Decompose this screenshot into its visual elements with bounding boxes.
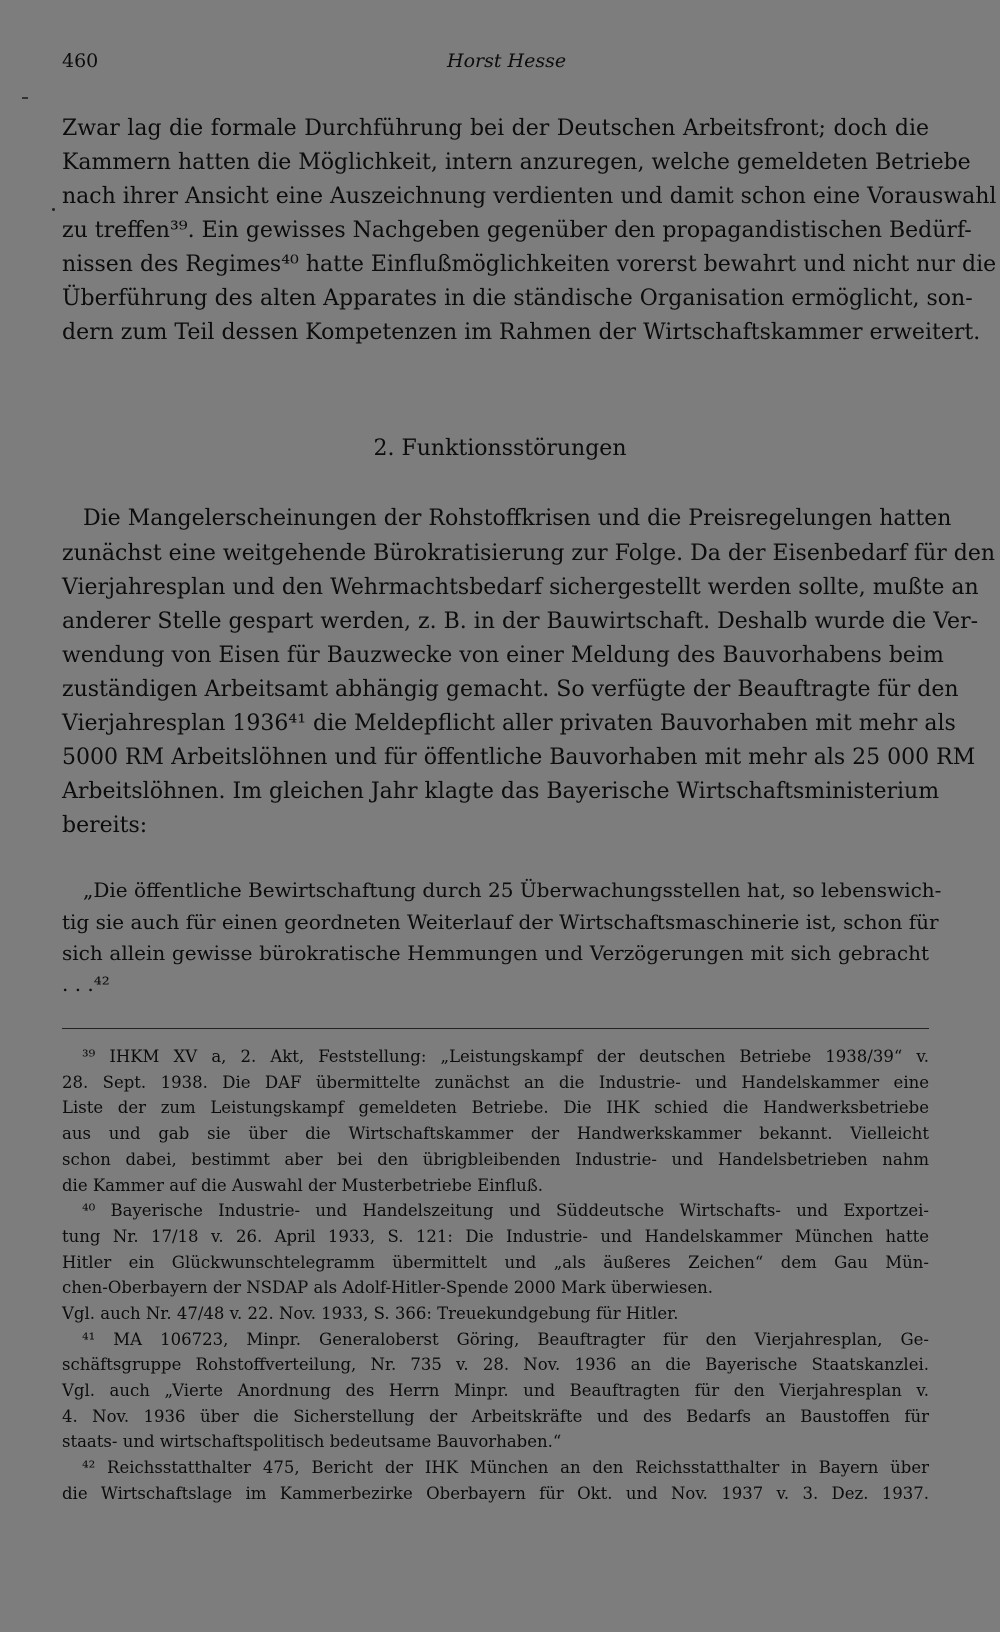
footnote-separator <box>62 1028 929 1029</box>
footnote-line: ⁴¹ MA 106723, Minpr. Generaloberst Göring, Beauftragter für den Vierjahresplan, Ge- <box>82 1330 929 1349</box>
footnote-line: tung Nr. 17/18 v. 26. April 1933, S. 121: Die Industrie- und Handelskammer München hatte <box>62 1227 929 1246</box>
footnote-line: ⁴² Reichsstatthalter 475, Bericht der IHK München an den Reichsstatthalter in Bayern über <box>82 1458 929 1477</box>
quote-line: „Die öffentliche Bewirtschaftung durch 25 Überwachungsstellen hat, so lebenswich- <box>83 878 942 902</box>
section-heading: 2. Funktionsstörungen <box>373 436 627 461</box>
body-line: 5000 RM Arbeitslöhnen und für öffentliche Bauvorhaben mit mehr als 25 000 RM <box>62 745 976 770</box>
footnote-line: die Kammer auf die Auswahl der Musterbetriebe Einfluß. <box>62 1176 544 1195</box>
page-number: 460 <box>62 50 99 72</box>
body-line: nissen des Regimes⁴⁰ hatte Einflußmöglichkeiten vorerst bewahrt und nicht nur die <box>62 252 997 277</box>
quote-line: . . .⁴² <box>62 972 110 996</box>
body-line: wendung von Eisen für Bauzwecke von einer Meldung des Bauvorhabens beim <box>62 643 944 668</box>
footnote-line: 4. Nov. 1936 über die Sicherstellung der Arbeitskräfte und des Bedarfs an Baustoffen für <box>62 1407 929 1426</box>
body-line: Kammern hatten die Möglichkeit, intern anzuregen, welche gemeldeten Betriebe <box>62 150 971 175</box>
body-line: zunächst eine weitgehende Bürokratisierung zur Folge. Da der Eisenbedarf für den <box>62 541 996 566</box>
footnote-line: schäftsgruppe Rohstoffverteilung, Nr. 735 v. 28. Nov. 1936 an die Bayerische Staatskanzlei. <box>62 1355 929 1374</box>
scan-artifact-mark <box>22 97 28 99</box>
footnote-line: Vgl. auch „Vierte Anordnung des Herrn Minpr. und Beauftragten für den Vierjahresplan v. <box>62 1381 929 1400</box>
footnote-line: staats- und wirtschaftspolitisch bedeutsame Bauvorhaben.“ <box>62 1432 562 1451</box>
footnote-line: Hitler ein Glückwunschtelegramm übermittelt und „als äußeres Zeichen“ dem Gau Mün- <box>62 1253 929 1272</box>
body-line: nach ihrer Ansicht eine Auszeichnung verdienten und damit schon eine Vorauswahl <box>62 184 997 209</box>
body-line: anderer Stelle gespart werden, z. B. in der Bauwirtschaft. Deshalb wurde die Ver- <box>62 609 979 634</box>
body-line: Vierjahresplan 1936⁴¹ die Meldepflicht aller privaten Bauvorhaben mit mehr als <box>62 711 956 736</box>
body-line: dern zum Teil dessen Kompetenzen im Rahmen der Wirtschaftskammer erweitert. <box>62 320 981 345</box>
footnote-line: aus und gab sie über die Wirtschaftskammer der Handwerkskammer bekannt. Vielleicht <box>62 1124 929 1143</box>
footnote-line: schon dabei, bestimmt aber bei den übrigbleibenden Industrie- und Handelsbetrieben nahm <box>62 1150 929 1169</box>
body-line: Überführung des alten Apparates in die ständische Organisation ermöglicht, son- <box>62 286 973 311</box>
body-line: Arbeitslöhnen. Im gleichen Jahr klagte das Bayerische Wirtschaftsministerium <box>62 779 940 804</box>
body-line: bereits: <box>62 813 148 838</box>
footnote-line: chen-Oberbayern der NSDAP als Adolf-Hitler-Spende 2000 Mark überwiesen. <box>62 1278 713 1297</box>
body-line: zuständigen Arbeitsamt abhängig gemacht. So verfügte der Beauftragte für den <box>62 677 959 702</box>
body-line: Zwar lag die formale Durchführung bei der Deutschen Arbeitsfront; doch die <box>62 116 929 141</box>
footnote-line: Vgl. auch Nr. 47/48 v. 22. Nov. 1933, S. 366: Treuekundgebung für Hitler. <box>62 1304 679 1323</box>
footnote-line: Liste der zum Leistungskampf gemeldeten Betriebe. Die IHK schied die Handwerksbetriebe <box>62 1098 929 1117</box>
footnote-line: ⁴⁰ Bayerische Industrie- und Handelszeitung und Süddeutsche Wirtschafts- und Exportzei- <box>82 1201 929 1220</box>
scan-artifact-dot <box>52 208 55 211</box>
quote-line: sich allein gewisse bürokratische Hemmungen und Verzögerungen mit sich gebracht <box>62 941 929 965</box>
body-line: zu treffen³⁹. Ein gewisses Nachgeben gegenüber den propagandistischen Bedürf- <box>62 218 972 243</box>
body-line: Vierjahresplan und den Wehrmachtsbedarf sichergestellt werden sollte, mußte an <box>62 575 979 600</box>
running-head: Horst Hesse <box>447 50 567 72</box>
footnote-line: die Wirtschaftslage im Kammerbezirke Oberbayern für Okt. und Nov. 1937 v. 3. Dez. 1937. <box>62 1484 929 1503</box>
footnote-line: ³⁹ IHKM XV a, 2. Akt, Feststellung: „Leistungskampf der deutschen Betriebe 1938/39“ v. <box>82 1047 929 1066</box>
footnote-line: 28. Sept. 1938. Die DAF übermittelte zunächst an die Industrie- und Handelskammer eine <box>62 1073 929 1092</box>
body-line: Die Mangelerscheinungen der Rohstoffkrisen und die Preisregelungen hatten <box>83 506 952 531</box>
quote-line: tig sie auch für einen geordneten Weiterlauf der Wirtschaftsmaschinerie ist, schon für <box>62 910 939 934</box>
